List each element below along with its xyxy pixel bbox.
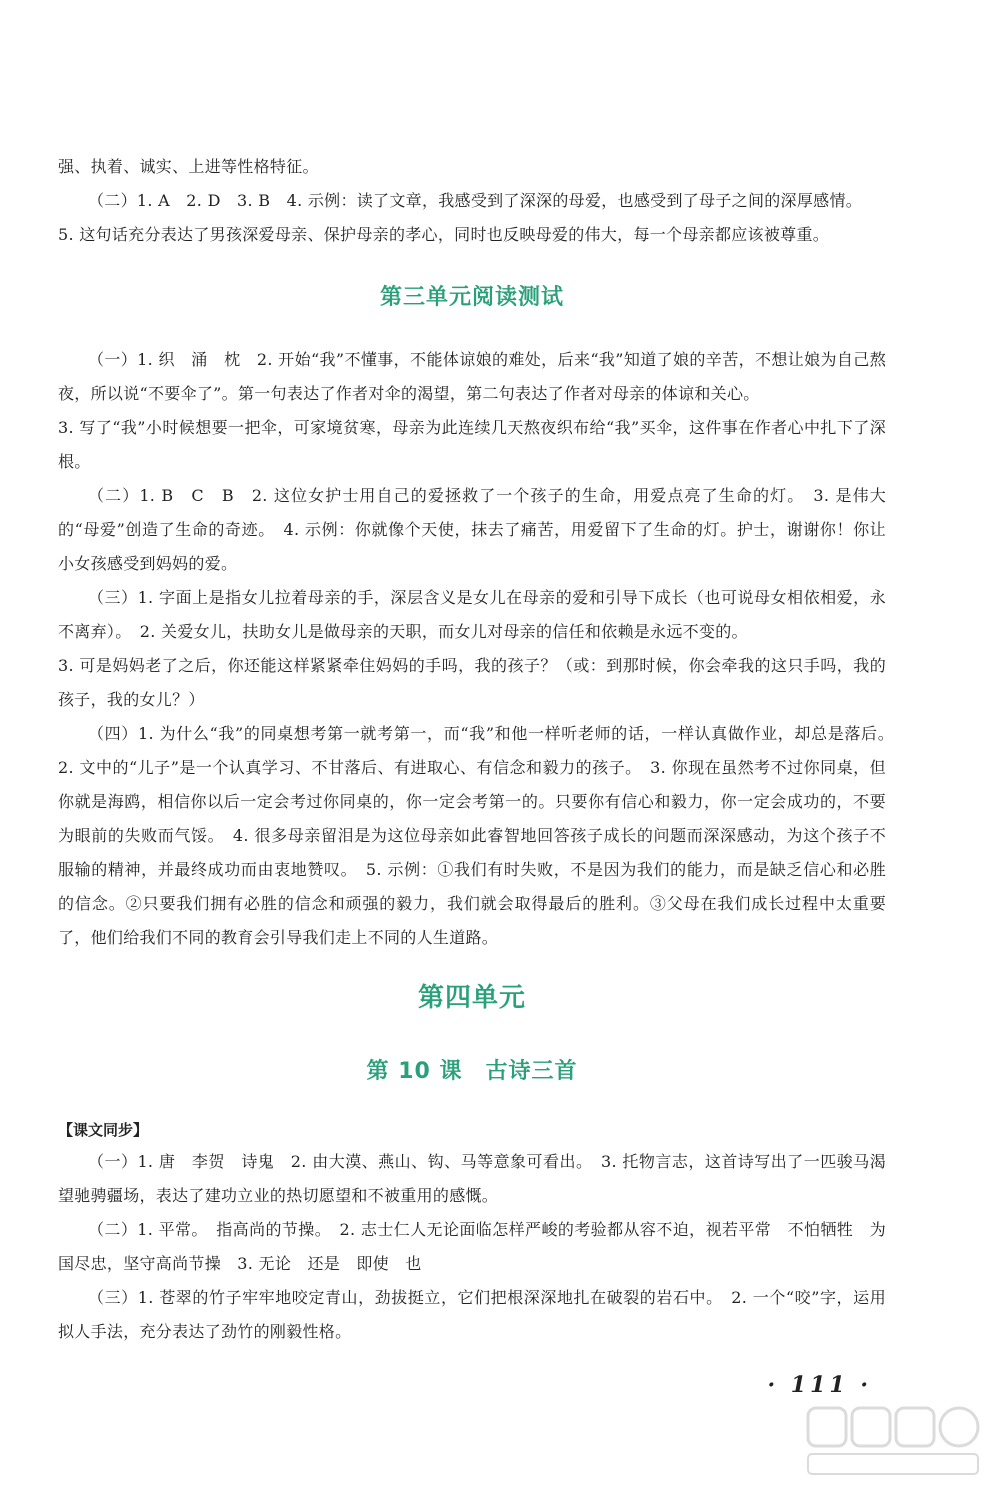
answer-paragraph: （二）1. 平常。 指高尚的节操。 2. 志士仁人无论面临怎样严峻的考验都从容不迫，视若平常 不怕牺牲 为国尽忠，坚守高尚节操 3. 无论 还是 即使 也 [58,1220,886,1273]
answer-paragraph [58,184,886,218]
unit-title: 第四单元 [417,983,526,1013]
answer-paragraph: 3. 写了“我”小时候想要一把伞，可家境贫寒，母亲为此连续几天熬夜织布给“我”买伞，这件事在作者心中扎下了深根。 [58,418,886,471]
watermark-logo-icon [804,1402,984,1480]
answer-paragraph: 5. 这句话充分表达了男孩深爱母亲、保护母亲的孝心，同时也反映母爱的伟大，每一个母亲都应该被尊重。 [58,225,830,244]
answer-paragraph: （一）1. 织 涌 枕 2. 开始“我”不懂事，不能体谅娘的难处，后来“我”知道了娘的辛苦，不想让娘为自己熬夜，所以说“不要伞了”。第一句表达了作者对伞的渴望，第二句表达了作者对母亲的体谅和关心。 [58,350,886,403]
answer-label: （二） [88,191,137,210]
answer-paragraph: （三）1. 字面上是指女儿拉着母亲的手，深层含义是女儿在母亲的爱和引导下成长（也可说母女相依相爱，永不离弃）。 2. 关爱女儿，扶助女儿是做母亲的天职，而女儿对母亲的信任和依赖是永远不变的。 [58,588,886,641]
section-title: 第三单元阅读测试 [379,285,564,310]
lesson-title: 第 10 课 古诗三首 [366,1059,578,1084]
section-label: 【课文同步】 [58,1121,149,1139]
answer-paragraph: 3. 可是妈妈老了之后，你还能这样紧紧牵住妈妈的手吗，我的孩子？（或：到那时候，你会牵我的这只手吗，我的孩子，我的女儿？） [58,656,886,709]
answer-paragraph: （三）1. 苍翠的竹子牢牢地咬定青山，劲拔挺立，它们把根深深地扎在破裂的岩石中。 2. 一个“咬”字，运用拟人手法，充分表达了劲竹的刚毅性格。 [58,1288,886,1341]
answer-text: 1. A 2. D 3. B 4. 示例：读了文章，我感受到了深深的母爱，也感受到了母子之间的深厚感情。 [136,191,863,210]
text-line: 强、执着、诚实、上进等性格特征。 [58,157,319,176]
page-number: · 111 · [767,1372,872,1398]
answer-paragraph: （二）1. B C B 2. 这位女护士用自己的爱拯救了一个孩子的生命，用爱点亮了生命的灯。 3. 是伟大的“母爱”创造了生命的奇迹。 4. 示例：你就像个天使，抹去了痛苦，用爱留下了生命的灯。护士，谢谢你！你让小女孩感受到妈妈的爱。 [58,486,886,573]
page-content [58,150,903,1349]
answer-paragraph: （四）1. 为什么“我”的同桌想考第一就考第一，而“我”和他一样听老师的话，一样认真做作业，却总是落后。 2. 文中的“儿子”是一个认真学习、不甘落后、有进取心、有信念和毅力的孩子。 3. 你现在虽然考不过你同桌，但你就是海鸥，相信你以后一定会考过你同桌的，你一定会考第一的。只要你有信心和毅力，你一定会成功的，不要为眼前的失败而气馁。 4. 很多母亲留泪是为这位母亲如此睿智地回答孩子成长的问题而深深感动，为这个孩子不服输的精神，并最终成功而由衷地赞叹。 5. 示例：①我们有时失败，不是因为我们的能力，而是缺乏信心和必胜的信念。②只要我们拥有必胜的信念和顽强的毅力，我们就会取得最后的胜利。③父母在我们成长过程中太重要了，他们给我们不同的教育会引导我们走上不同的人生道路。 [58,724,903,947]
answer-paragraph: （一）1. 唐 李贺 诗鬼 2. 由大漠、燕山、钩、马等意象可看出。 3. 托物言志，这首诗写出了一匹骏马渴望驰骋疆场，表达了建功立业的热切愿望和不被重用的感慨。 [58,1152,886,1205]
